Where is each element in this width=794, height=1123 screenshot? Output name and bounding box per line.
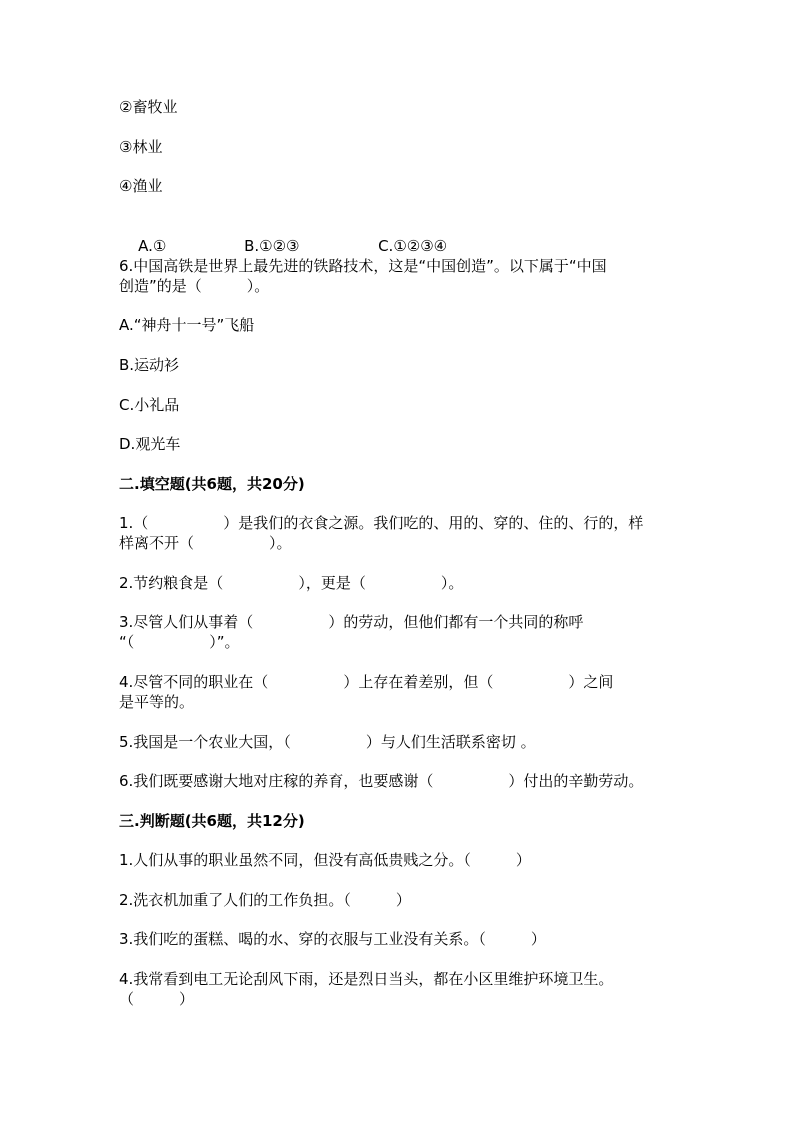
judge-q1-line1: 1.人们从事的职业虽然不同，但没有高低贵贱之分。（ ） (119, 851, 531, 869)
fill-q1-line2: 样离不开（ ）。 (119, 534, 292, 552)
judge-q3-line1: 3.我们吃的蛋糕、喝的水、穿的衣服与工业没有关系。（ ） (119, 930, 546, 948)
fill-q6-line1: 6.我们既要感谢大地对庄稼的养育，也要感谢（ ）付出的辛勤劳动。 (119, 772, 644, 790)
judge-q4-line1: 4.我常看到电工无论刮风下雨，还是烈日当头，都在小区里维护环境卫生。 (119, 970, 614, 988)
q6-option-b: B.运动衫 (119, 356, 180, 374)
judge-q4-line2: （ ） (119, 990, 195, 1008)
q5-option-b: B.①②③ (244, 237, 300, 255)
fill-q5-line1: 5.我国是一个农业大国，（ ）与人们生活联系密切 。 (119, 733, 536, 751)
fill-q2-line1: 2.节约粮食是（ ），更是（ ）。 (119, 574, 464, 592)
q5-item-4: ④渔业 (119, 177, 163, 195)
q5-option-c: C.①②③④ (378, 237, 448, 255)
judge-q2-line1: 2.洗衣机加重了人们的工作负担。（ ） (119, 891, 411, 909)
q6-option-a: A.“神舟十一号”飞船 (119, 316, 255, 334)
q6-option-d: D.观光车 (119, 435, 181, 453)
fill-q3-line2: “（ ）”。 (119, 633, 240, 651)
fill-q1-line1: 1.（ ）是我们的衣食之源。我们吃的、用的、穿的、住的、行的，样 (119, 514, 644, 532)
q5-item-3: ③林业 (119, 138, 163, 156)
fill-q4-line2: 是平等的。 (119, 693, 195, 711)
section3-heading: 三.判断题(共6题，共12分) (119, 812, 305, 830)
fill-q4-line1: 4.尽管不同的职业在（ ）上存在着差别，但（ ）之间 (119, 673, 614, 691)
q6-stem-line2: 创造”的是（ ）。 (119, 277, 270, 295)
fill-q3-line1: 3.尽管人们从事着（ ）的劳动，但他们都有一个共同的称呼 (119, 613, 584, 631)
section2-heading: 二.填空题(共6题，共20分) (119, 475, 305, 493)
q6-option-c: C.小礼品 (119, 396, 180, 414)
q5-option-a: A.① (138, 237, 167, 255)
q5-item-2: ②畜牧业 (119, 98, 178, 116)
q6-stem-line1: 6.中国高铁是世界上最先进的铁路技术，这是“中国创造”。以下属于“中国 (119, 257, 607, 275)
